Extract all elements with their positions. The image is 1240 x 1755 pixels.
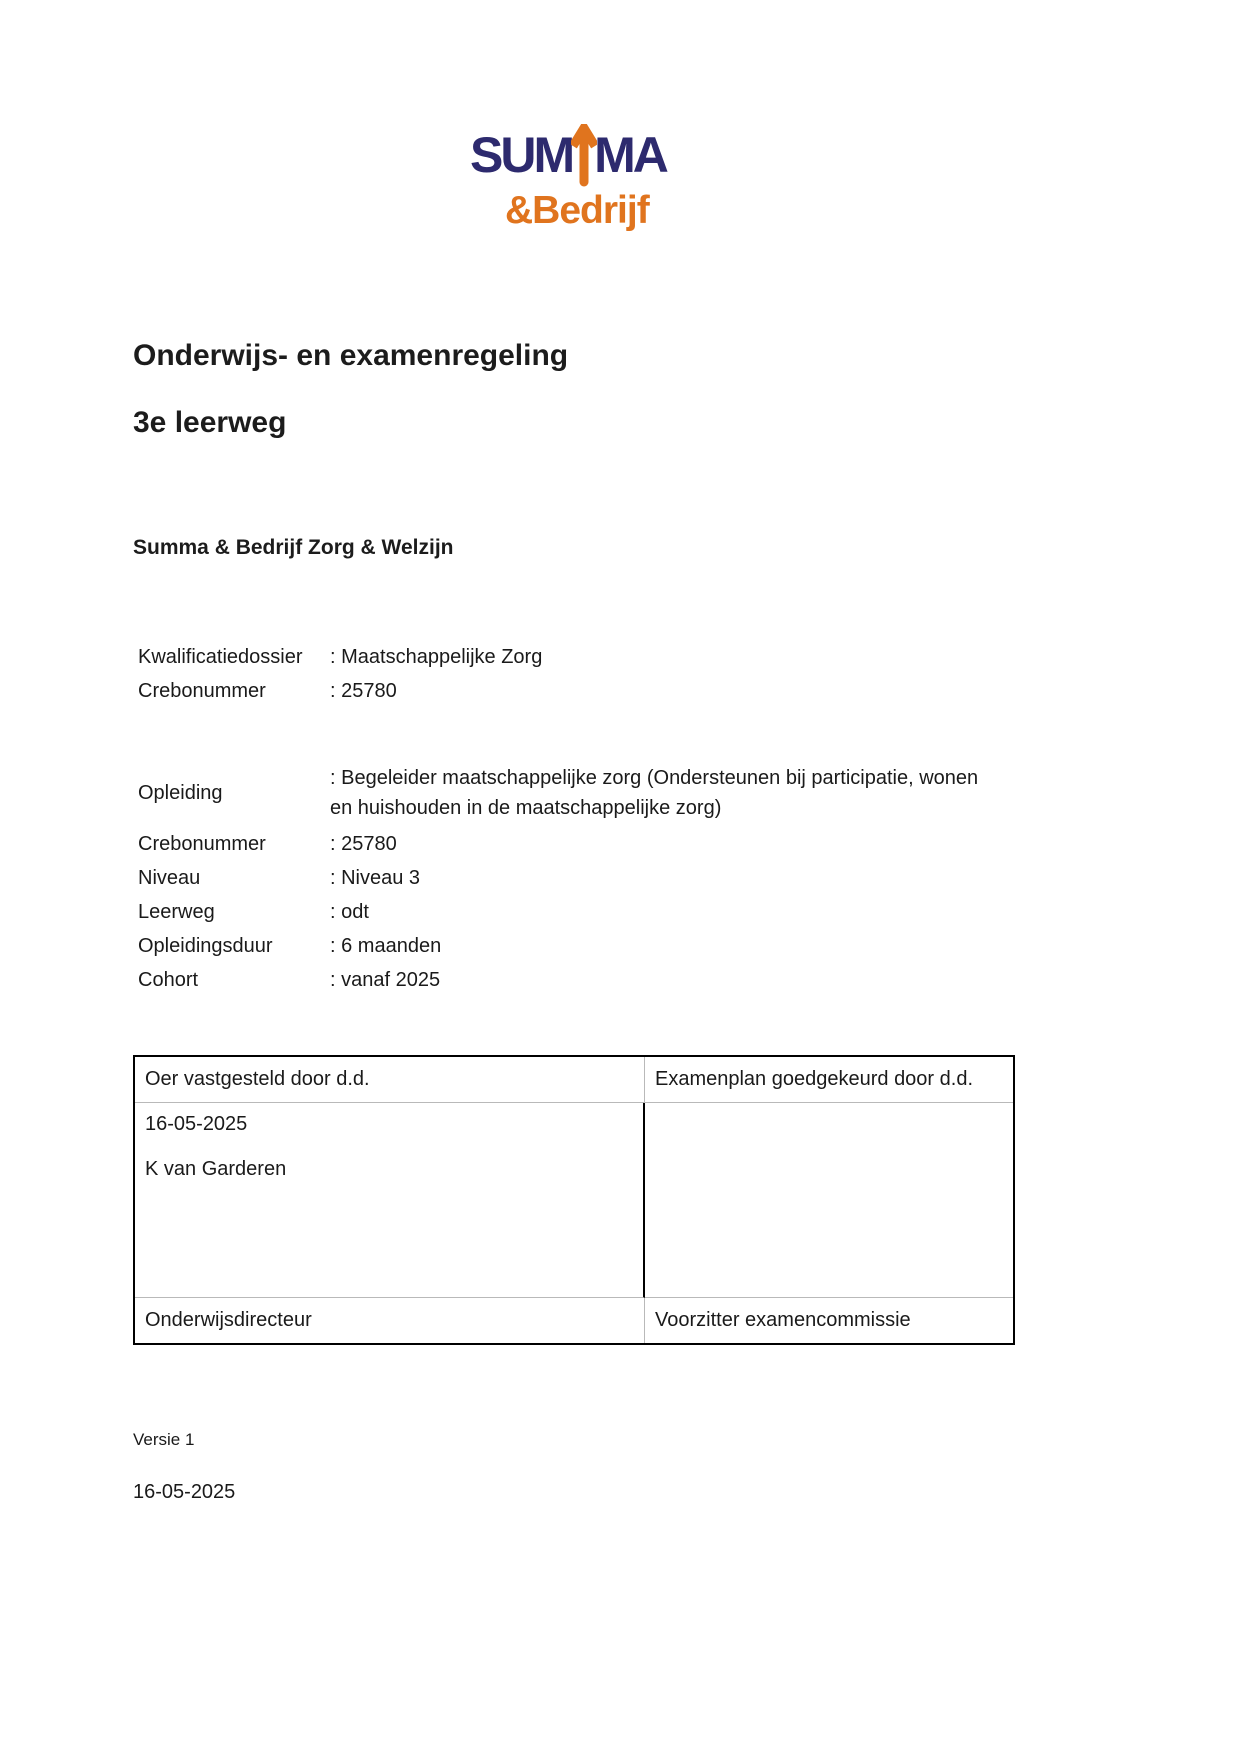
qualification-info-block bbox=[138, 640, 1018, 708]
kv-row-cohort bbox=[138, 963, 1018, 997]
table-cell-signature-left bbox=[135, 1103, 645, 1298]
kv-row-crebonummer-2 bbox=[138, 827, 1018, 861]
kv-row-kwalificatiedossier bbox=[138, 640, 1018, 674]
kv-label: Niveau bbox=[138, 867, 201, 889]
opleiding-info-block bbox=[138, 763, 1018, 997]
approval-table bbox=[133, 1055, 1015, 1345]
kv-row-opleidingsduur bbox=[138, 929, 1018, 963]
table-cell-signature-right bbox=[645, 1103, 1013, 1298]
kv-label: Opleidingsduur bbox=[138, 935, 273, 957]
kv-label: Crebonummer bbox=[138, 680, 266, 702]
table-footer-onderwijsdirecteur: Onderwijsdirecteur bbox=[135, 1298, 645, 1343]
kv-value: : 6 maanden bbox=[330, 935, 442, 957]
summa-bedrijf-logo bbox=[470, 127, 666, 232]
kv-value: : Maatschappelijke Zorg bbox=[330, 646, 543, 668]
kv-value: : Begeleider maatschappelijke zorg (Ondersteunen bij participatie, wonen en huishouden in de maatschappelijke zorg) bbox=[330, 767, 979, 819]
table-header-examenplan: Examenplan goedgekeurd door d.d. bbox=[645, 1057, 1013, 1103]
kv-value: : Niveau 3 bbox=[330, 867, 421, 889]
kv-row-crebonummer-1 bbox=[138, 674, 1018, 708]
version-label: Versie 1 bbox=[133, 1430, 195, 1449]
table-footer-voorzitter: Voorzitter examencommissie bbox=[655, 1309, 911, 1331]
document-title: Onderwijs- en examenregeling bbox=[133, 339, 569, 372]
kv-value: : vanaf 2025 bbox=[330, 969, 441, 991]
approver-name: K van Garderen bbox=[145, 1158, 287, 1180]
logo-word-pre: SUM bbox=[470, 127, 573, 183]
kv-label: Cohort bbox=[138, 969, 199, 991]
approval-date: 16-05-2025 bbox=[145, 1113, 248, 1135]
kv-row-opleiding bbox=[138, 763, 1018, 823]
table-header-oer-vastgesteld: Oer vastgesteld door d.d. bbox=[135, 1057, 645, 1103]
kv-value: : 25780 bbox=[330, 833, 397, 855]
version-date: 16-05-2025 bbox=[133, 1481, 236, 1503]
kv-value: : 25780 bbox=[330, 680, 397, 702]
kv-label: Kwalificatiedossier bbox=[138, 646, 303, 668]
document-subtitle-leerweg: 3e leerweg bbox=[133, 406, 287, 439]
kv-row-leerweg bbox=[138, 895, 1018, 929]
kv-row-niveau bbox=[138, 861, 1018, 895]
logo-tagline: &Bedrijf bbox=[505, 189, 649, 232]
kv-label: Leerweg bbox=[138, 901, 215, 923]
logo-wordmark bbox=[470, 127, 666, 190]
logo-word-post: MA bbox=[594, 127, 666, 183]
organisation-name: Summa & Bedrijf Zorg & Welzijn bbox=[133, 536, 454, 559]
kv-label: Opleiding bbox=[138, 782, 223, 804]
kv-value: : odt bbox=[330, 901, 369, 923]
kv-label: Crebonummer bbox=[138, 833, 266, 855]
